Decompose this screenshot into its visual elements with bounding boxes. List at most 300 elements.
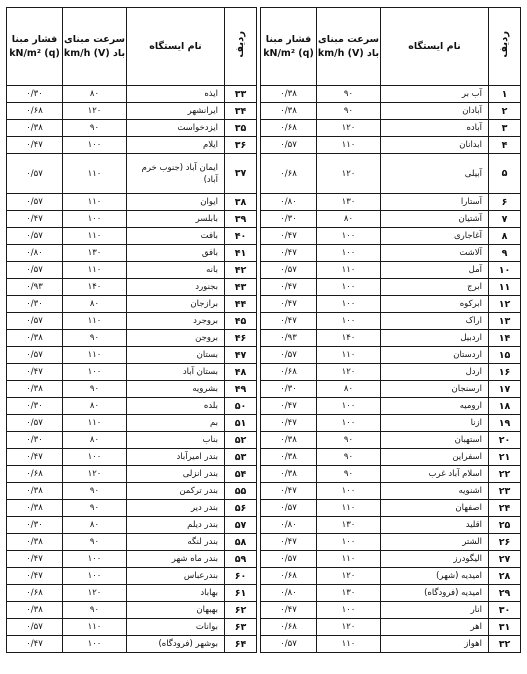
wind-table-right — [260, 7, 521, 653]
table-row — [261, 211, 521, 228]
table-row — [261, 154, 521, 194]
row-number: ۴۹ — [225, 381, 257, 398]
station-name: بهاباد — [127, 585, 225, 602]
row-number: ۵۶ — [225, 500, 257, 517]
table-row — [261, 296, 521, 313]
wind-pressure: ۰/۳۰ — [261, 381, 317, 398]
table-row — [7, 154, 257, 194]
wind-pressure: ۰/۴۷ — [261, 313, 317, 330]
station-name: ابرج — [381, 279, 489, 296]
row-number: ۵۸ — [225, 534, 257, 551]
wind-pressure: ۰/۸۰ — [261, 517, 317, 534]
row-number: ۱۷ — [489, 381, 521, 398]
row-number: ۴۲ — [225, 262, 257, 279]
wind-pressure: ۰/۴۷ — [7, 137, 63, 154]
row-number: ۲۸ — [489, 568, 521, 585]
wind-pressure: ۰/۵۷ — [7, 347, 63, 364]
station-name: امیدیه (شهر) — [381, 568, 489, 585]
wind-pressure: ۰/۸۰ — [261, 194, 317, 211]
station-name: الیگودرز — [381, 551, 489, 568]
row-number: ۵ — [489, 154, 521, 194]
wind-pressure: ۰/۳۸ — [7, 534, 63, 551]
wind-pressure: ۰/۶۸ — [261, 619, 317, 636]
table-row — [261, 483, 521, 500]
station-name: بهبهان — [127, 602, 225, 619]
table-row — [261, 86, 521, 103]
row-number: ۶۳ — [225, 619, 257, 636]
row-number: ۵۴ — [225, 466, 257, 483]
station-name: بانه — [127, 262, 225, 279]
wind-speed: ۹۰ — [63, 483, 127, 500]
station-name: اقلید — [381, 517, 489, 534]
wind-pressure: ۰/۶۸ — [261, 120, 317, 137]
station-name: الشتر — [381, 534, 489, 551]
table-row — [7, 534, 257, 551]
station-name: بافق — [127, 245, 225, 262]
table-row — [7, 500, 257, 517]
row-number: ۲۱ — [489, 449, 521, 466]
wind-speed: ۱۱۰ — [63, 228, 127, 245]
row-number: ۳۶ — [225, 137, 257, 154]
row-number: ۱۰ — [489, 262, 521, 279]
wind-speed: ۹۰ — [63, 602, 127, 619]
wind-pressure: ۰/۹۳ — [7, 279, 63, 296]
wind-speed: ۱۲۰ — [317, 364, 381, 381]
table-row — [261, 347, 521, 364]
row-number: ۳۱ — [489, 619, 521, 636]
table-row — [7, 103, 257, 120]
table-row — [7, 296, 257, 313]
wind-speed: ۱۰۰ — [63, 551, 127, 568]
wind-pressure: ۰/۴۷ — [261, 415, 317, 432]
table-row — [7, 137, 257, 154]
table-row — [7, 120, 257, 137]
row-number: ۷ — [489, 211, 521, 228]
wind-pressure: ۰/۳۸ — [7, 330, 63, 347]
table-row — [7, 364, 257, 381]
row-number: ۵۳ — [225, 449, 257, 466]
table-row — [7, 211, 257, 228]
station-name: آبادان — [381, 103, 489, 120]
station-name: بشرویه — [127, 381, 225, 398]
table-row — [7, 381, 257, 398]
row-number: ۱۹ — [489, 415, 521, 432]
table-row — [261, 551, 521, 568]
station-name: بروجرد — [127, 313, 225, 330]
wind-speed: ۸۰ — [63, 296, 127, 313]
row-number: ۳۲ — [489, 636, 521, 653]
wind-pressure: ۰/۶۸ — [261, 364, 317, 381]
row-number: ۵۷ — [225, 517, 257, 534]
wind-pressure: ۰/۳۸ — [261, 432, 317, 449]
station-name: بناب — [127, 432, 225, 449]
wind-speed: ۱۲۰ — [317, 568, 381, 585]
row-number: ۴۱ — [225, 245, 257, 262]
wind-pressure: ۰/۴۷ — [261, 228, 317, 245]
station-name: بندر ماه شهر — [127, 551, 225, 568]
row-number: ۳۸ — [225, 194, 257, 211]
wind-speed: ۱۲۰ — [317, 120, 381, 137]
table-row — [261, 568, 521, 585]
wind-pressure: ۰/۵۷ — [261, 137, 317, 154]
station-name: آباده — [381, 120, 489, 137]
wind-speed: ۸۰ — [63, 86, 127, 103]
row-number: ۵۱ — [225, 415, 257, 432]
wind-pressure: ۰/۵۷ — [261, 500, 317, 517]
wind-speed: ۱۲۰ — [317, 154, 381, 194]
station-name: اراک — [381, 313, 489, 330]
station-name: آلاشت — [381, 245, 489, 262]
row-number: ۶۴ — [225, 636, 257, 653]
wind-speed: ۹۰ — [317, 432, 381, 449]
row-number: ۸ — [489, 228, 521, 245]
row-number: ۲۲ — [489, 466, 521, 483]
table-body-right — [261, 86, 521, 653]
row-number: ۱۲ — [489, 296, 521, 313]
row-number: ۲۰ — [489, 432, 521, 449]
row-number: ۳۹ — [225, 211, 257, 228]
table-row — [7, 449, 257, 466]
table-row — [261, 449, 521, 466]
table-row — [261, 137, 521, 154]
table-row — [261, 585, 521, 602]
row-number: ۴۴ — [225, 296, 257, 313]
row-number: ۲۹ — [489, 585, 521, 602]
table-row — [261, 381, 521, 398]
wind-speed: ۱۰۰ — [317, 313, 381, 330]
table-row — [7, 517, 257, 534]
row-number: ۵۹ — [225, 551, 257, 568]
wind-speed: ۹۰ — [317, 466, 381, 483]
wind-speed: ۱۰۰ — [317, 415, 381, 432]
wind-speed: ۱۴۰ — [63, 279, 127, 296]
station-name: آمل — [381, 262, 489, 279]
wind-pressure: ۰/۳۸ — [261, 466, 317, 483]
wind-pressure: ۰/۵۷ — [261, 551, 317, 568]
table-row — [7, 619, 257, 636]
row-number: ۴۰ — [225, 228, 257, 245]
wind-speed: ۹۰ — [63, 534, 127, 551]
station-name: ایزدخواست — [127, 120, 225, 137]
wind-speed: ۱۰۰ — [63, 449, 127, 466]
wind-pressure: ۰/۵۷ — [7, 194, 63, 211]
wind-pressure: ۰/۴۷ — [261, 483, 317, 500]
table-row — [261, 398, 521, 415]
station-name: ابدانان — [381, 137, 489, 154]
station-name: اهر — [381, 619, 489, 636]
station-name: ارومیه — [381, 398, 489, 415]
wind-speed: ۹۰ — [317, 86, 381, 103]
row-number: ۳۳ — [225, 86, 257, 103]
wind-pressure: ۰/۵۷ — [261, 347, 317, 364]
row-number: ۳۴ — [225, 103, 257, 120]
table-row — [261, 517, 521, 534]
row-number: ۴ — [489, 137, 521, 154]
row-number: ۲۴ — [489, 500, 521, 517]
wind-speed: ۱۱۰ — [317, 262, 381, 279]
row-number: ۱۶ — [489, 364, 521, 381]
table-row — [7, 245, 257, 262]
table-row — [261, 636, 521, 653]
station-name: ایلام — [127, 137, 225, 154]
wind-pressure: ۰/۴۷ — [7, 211, 63, 228]
table-row — [261, 120, 521, 137]
station-name: بوانات — [127, 619, 225, 636]
wind-pressure: ۰/۳۸ — [7, 500, 63, 517]
row-number: ۶۰ — [225, 568, 257, 585]
row-number: ۱۴ — [489, 330, 521, 347]
station-name: ایمان آباد (جنوب خرم آباد) — [127, 154, 225, 194]
wind-speed: ۱۱۰ — [63, 313, 127, 330]
station-name: اسفراین — [381, 449, 489, 466]
table-row — [7, 262, 257, 279]
table-row — [7, 330, 257, 347]
row-number: ۴۷ — [225, 347, 257, 364]
wind-pressure: ۰/۳۸ — [261, 86, 317, 103]
table-row — [7, 432, 257, 449]
table-row — [261, 313, 521, 330]
row-number: ۱۳ — [489, 313, 521, 330]
wind-pressure: ۰/۳۸ — [261, 449, 317, 466]
wind-speed: ۸۰ — [63, 432, 127, 449]
table-row — [261, 432, 521, 449]
wind-speed: ۱۰۰ — [317, 245, 381, 262]
header-row: ردیف — [225, 8, 257, 86]
station-name: آغاجاری — [381, 228, 489, 245]
station-name: اردل — [381, 364, 489, 381]
wind-speed: ۱۱۰ — [317, 500, 381, 517]
wind-speed: ۱۱۰ — [63, 347, 127, 364]
wind-pressure: ۰/۵۷ — [7, 228, 63, 245]
row-number: ۴۸ — [225, 364, 257, 381]
wind-pressure: ۰/۵۷ — [261, 262, 317, 279]
wind-speed: ۱۱۰ — [63, 194, 127, 211]
wind-pressure: ۰/۳۰ — [7, 398, 63, 415]
wind-speed: ۱۱۰ — [63, 619, 127, 636]
table-row — [7, 279, 257, 296]
wind-pressure: ۰/۳۰ — [7, 432, 63, 449]
wind-pressure: ۰/۸۰ — [7, 245, 63, 262]
station-name: اشنویه — [381, 483, 489, 500]
table-row — [261, 500, 521, 517]
table-row — [7, 228, 257, 245]
table-row — [7, 313, 257, 330]
wind-pressure: ۰/۴۷ — [261, 398, 317, 415]
station-name: بندر دیر — [127, 500, 225, 517]
header-pressure: فشار مبنا (q) kN/m² — [261, 8, 317, 86]
row-number: ۳۰ — [489, 602, 521, 619]
wind-speed: ۱۳۰ — [317, 517, 381, 534]
row-number: ۲۷ — [489, 551, 521, 568]
station-name: اسلام آباد غرب — [381, 466, 489, 483]
table-row — [261, 103, 521, 120]
row-number: ۵۵ — [225, 483, 257, 500]
row-number: ۴۶ — [225, 330, 257, 347]
wind-speed: ۹۰ — [317, 103, 381, 120]
wind-speed: ۱۱۰ — [63, 154, 127, 194]
table-row — [7, 602, 257, 619]
station-name: بم — [127, 415, 225, 432]
wind-speed: ۱۰۰ — [63, 636, 127, 653]
table-row — [7, 568, 257, 585]
row-number: ۱۱ — [489, 279, 521, 296]
wind-speed: ۸۰ — [317, 211, 381, 228]
station-name: بستان آباد — [127, 364, 225, 381]
station-name: ابرکوه — [381, 296, 489, 313]
row-number: ۱ — [489, 86, 521, 103]
wind-speed: ۱۲۰ — [63, 466, 127, 483]
wind-pressure: ۰/۶۸ — [261, 568, 317, 585]
table-row — [261, 466, 521, 483]
wind-pressure: ۰/۳۸ — [7, 120, 63, 137]
table-row — [261, 415, 521, 432]
wind-pressure: ۰/۶۸ — [261, 154, 317, 194]
table-row — [261, 534, 521, 551]
station-name: ازنا — [381, 415, 489, 432]
row-number: ۶ — [489, 194, 521, 211]
wind-pressure: ۰/۳۸ — [7, 483, 63, 500]
station-name: آبیلی — [381, 154, 489, 194]
wind-pressure: ۰/۳۰ — [7, 517, 63, 534]
station-name: بوشهر (فرودگاه) — [127, 636, 225, 653]
row-number: ۵۲ — [225, 432, 257, 449]
wind-pressure: ۰/۸۰ — [261, 585, 317, 602]
wind-pressure: ۰/۴۷ — [7, 568, 63, 585]
wind-speed: ۹۰ — [317, 449, 381, 466]
station-name: اردستان — [381, 347, 489, 364]
table-row — [7, 347, 257, 364]
station-name: آشتیان — [381, 211, 489, 228]
wind-speed: ۹۰ — [63, 381, 127, 398]
wind-pressure: ۰/۳۸ — [7, 381, 63, 398]
station-name: بندرعباس — [127, 568, 225, 585]
table-row — [7, 466, 257, 483]
wind-speed: ۱۴۰ — [317, 330, 381, 347]
wind-pressure: ۰/۹۳ — [261, 330, 317, 347]
wind-pressure: ۰/۳۸ — [7, 602, 63, 619]
wind-pressure: ۰/۵۷ — [7, 415, 63, 432]
row-number: ۳ — [489, 120, 521, 137]
table-row — [7, 483, 257, 500]
wind-speed: ۱۱۰ — [317, 137, 381, 154]
wind-pressure: ۰/۳۰ — [7, 86, 63, 103]
wind-speed: ۱۳۰ — [63, 245, 127, 262]
table-row — [7, 398, 257, 415]
wind-pressure: ۰/۵۷ — [7, 154, 63, 194]
wind-speed: ۹۰ — [63, 500, 127, 517]
header-speed: سرعت مبنای باد (V) km/h — [63, 8, 127, 86]
wind-speed: ۱۰۰ — [317, 602, 381, 619]
row-number: ۵۰ — [225, 398, 257, 415]
wind-pressure: ۰/۶۸ — [7, 466, 63, 483]
header-row: ردیف — [489, 8, 521, 86]
row-number: ۱۵ — [489, 347, 521, 364]
row-number: ۶۱ — [225, 585, 257, 602]
station-name: بندر دیلم — [127, 517, 225, 534]
table-row — [261, 194, 521, 211]
row-number: ۶۲ — [225, 602, 257, 619]
row-number: ۳۷ — [225, 154, 257, 194]
wind-speed: ۸۰ — [63, 517, 127, 534]
station-name: بندر انزلی — [127, 466, 225, 483]
row-number: ۲ — [489, 103, 521, 120]
table-row — [7, 86, 257, 103]
table-row — [261, 279, 521, 296]
wind-pressure: ۰/۳۰ — [7, 296, 63, 313]
table-row — [7, 194, 257, 211]
station-name: ارسنجان — [381, 381, 489, 398]
wind-pressure: ۰/۵۷ — [7, 619, 63, 636]
table-row — [7, 636, 257, 653]
wind-speed: ۱۲۰ — [317, 619, 381, 636]
wind-pressure: ۰/۶۸ — [7, 103, 63, 120]
wind-speed: ۱۰۰ — [317, 296, 381, 313]
wind-speed: ۱۰۰ — [63, 211, 127, 228]
wind-speed: ۱۱۰ — [317, 347, 381, 364]
wind-speed: ۸۰ — [63, 398, 127, 415]
station-name: بلده — [127, 398, 225, 415]
wind-speed: ۱۰۰ — [317, 483, 381, 500]
wind-pressure: ۰/۴۷ — [261, 279, 317, 296]
station-name: ایوان — [127, 194, 225, 211]
wind-pressure: ۰/۴۷ — [261, 534, 317, 551]
wind-speed: ۸۰ — [317, 381, 381, 398]
station-name: بروجن — [127, 330, 225, 347]
wind-speed: ۱۰۰ — [317, 228, 381, 245]
wind-speed: ۱۱۰ — [317, 636, 381, 653]
station-name: بافت — [127, 228, 225, 245]
table-row — [7, 585, 257, 602]
row-number: ۹ — [489, 245, 521, 262]
wind-speed: ۱۱۰ — [63, 415, 127, 432]
wind-speed: ۹۰ — [63, 330, 127, 347]
wind-pressure: ۰/۴۷ — [7, 364, 63, 381]
wind-speed: ۱۳۰ — [317, 585, 381, 602]
wind-pressure: ۰/۴۷ — [7, 449, 63, 466]
table-row — [7, 551, 257, 568]
table-row — [261, 330, 521, 347]
row-number: ۲۳ — [489, 483, 521, 500]
wind-speed: ۹۰ — [63, 120, 127, 137]
station-name: بستان — [127, 347, 225, 364]
station-name: امیدیه (فرودگاه) — [381, 585, 489, 602]
station-name: انار — [381, 602, 489, 619]
header-pressure: فشار مبنا (q) kN/m² — [7, 8, 63, 86]
wind-speed: ۱۰۰ — [317, 534, 381, 551]
station-name: بندر ترکمن — [127, 483, 225, 500]
wind-speed: ۱۰۰ — [63, 137, 127, 154]
table-row — [261, 602, 521, 619]
row-number: ۴۳ — [225, 279, 257, 296]
table-row — [261, 245, 521, 262]
header-speed: سرعت مبنای باد (V) km/h — [317, 8, 381, 86]
wind-table-left — [6, 7, 257, 653]
row-number: ۱۸ — [489, 398, 521, 415]
table-row — [261, 619, 521, 636]
wind-pressure: ۰/۳۰ — [261, 211, 317, 228]
wind-pressure: ۰/۳۸ — [261, 103, 317, 120]
wind-pressure: ۰/۵۷ — [7, 313, 63, 330]
table-row — [7, 415, 257, 432]
station-name: بندر امیرآباد — [127, 449, 225, 466]
wind-pressure: ۰/۴۷ — [261, 296, 317, 313]
table-row — [261, 364, 521, 381]
wind-pressure: ۰/۴۷ — [261, 245, 317, 262]
station-name: برازجان — [127, 296, 225, 313]
row-number: ۲۶ — [489, 534, 521, 551]
wind-speed: ۱۰۰ — [63, 568, 127, 585]
wind-speed: ۱۱۰ — [63, 262, 127, 279]
